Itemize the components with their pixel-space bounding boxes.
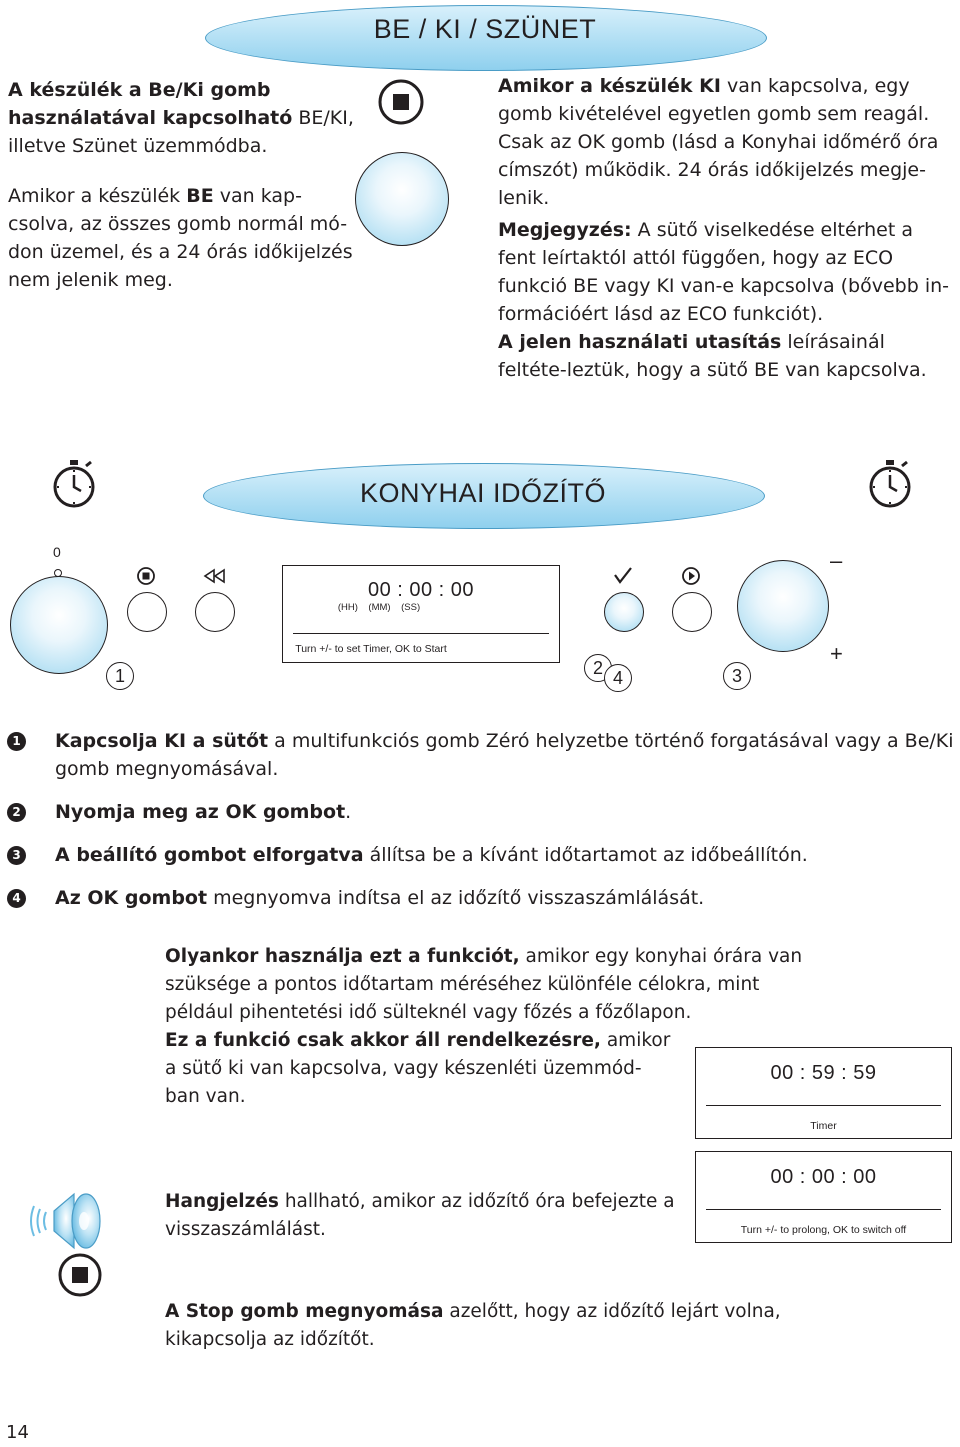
left-description xyxy=(8,76,358,294)
callout-1: 1 xyxy=(106,662,134,690)
plus-label: + xyxy=(830,641,843,666)
display-divider xyxy=(293,633,549,634)
ok-button[interactable] xyxy=(604,592,644,632)
play-icon xyxy=(681,566,701,586)
stop-button[interactable] xyxy=(127,592,167,632)
check-icon xyxy=(612,565,634,585)
on-off-button[interactable] xyxy=(355,152,449,246)
zero-label: 0 xyxy=(53,544,61,560)
display-label: Timer xyxy=(810,1120,837,1132)
callout-2: 2 xyxy=(584,654,612,682)
step-text: A beállító gombot elforgatva állítsa be a kívánt időtartamot az időbeállítón. xyxy=(55,844,808,866)
step-number: 4 xyxy=(7,889,26,908)
display-time: 00 : 00 : 00 xyxy=(367,579,475,601)
callout-3: 3 xyxy=(723,662,751,690)
timer-display xyxy=(695,1047,952,1139)
minus-label: – xyxy=(830,548,843,573)
callout-4: 4 xyxy=(604,664,632,692)
display-divider xyxy=(706,1209,941,1210)
display-hint: Turn +/- to set Timer, OK to Start xyxy=(295,643,447,655)
paragraph: Amikor a készülék BE van kap-csolva, az összes gomb normál mó-don üzemel, és a 24 órás időkijelzés nem jelenik meg. xyxy=(8,185,353,291)
right-description xyxy=(498,72,956,384)
oven-display xyxy=(282,565,560,663)
step-text: Nyomja meg az OK gombot. xyxy=(55,801,352,823)
step-text: Az OK gombot megnyomva indítsa el az időzítő visszaszámlálását. xyxy=(55,887,705,909)
info-paragraph: Ez a funkció csak akkor áll rendelkezésre, amikor a sütő ki van kapcsolva, vagy készenléti üzemmód-ban van. xyxy=(165,1030,671,1107)
section-title: BE / KI / SZÜNET xyxy=(373,14,597,44)
step-number: 1 xyxy=(7,732,26,751)
step-number: 3 xyxy=(7,846,26,865)
beep-paragraph: Hangjelzés hallható, amikor az időzítő óra befejezte a visszaszámlálást. xyxy=(165,1191,675,1240)
paragraph: A jelen használati utasítás leírásainál feltéte-leztük, hogy a sütő BE van kapcsolva. xyxy=(498,331,927,381)
page-number: 14 xyxy=(6,1422,29,1443)
stopwatch-icon xyxy=(50,458,98,510)
display-time: 00 : 00 : 00 xyxy=(770,1166,877,1188)
paragraph: Amikor a készülék KI van kapcsolva, egy gomb kivételével egyetlen gomb sem reagál. Csak az OK gomb (lásd a Konyhai időmérő óra címszót) működik. 24 órás időkijelzés megje-lenik. xyxy=(498,75,939,209)
display-divider xyxy=(706,1105,941,1106)
paragraph: Megjegyzés: A sütő viselkedése eltérhet a fent leírtaktól attól függően, hogy az ECO funkció BE vagy KI van-e kapcsolva (bővebb in-formációért lásd az ECO funkciót). xyxy=(498,219,950,325)
speaker-icon xyxy=(24,1186,104,1256)
rewind-icon xyxy=(202,567,228,585)
display-time: 00 : 59 : 59 xyxy=(770,1062,877,1084)
timer-end-display xyxy=(695,1151,952,1243)
display-label: Turn +/- to prolong, OK to switch off xyxy=(740,1224,907,1236)
info-paragraph: Olyankor használja ezt a funkciót, amikor egy konyhai órára van szüksége a pontos időtartam méréséhez különféle célokra, mint például pihentetési idő sülteknél vagy főzés a főzőlapon. xyxy=(165,946,803,1023)
section-title: KONYHAI IDŐZÍTŐ xyxy=(359,478,607,508)
step-text: Kapcsolja KI a sütőt a multifunkciós gomb Zéró helyzetbe történő forgatásával vagy a Be/Ki gomb megnyomásával. xyxy=(55,730,954,780)
start-button[interactable] xyxy=(672,592,712,632)
stop-icon xyxy=(136,566,156,586)
stop-icon xyxy=(57,1252,103,1298)
paragraph: A készülék a Be/Ki gomb használatával kapcsolható BE/KI, illetve Szünet üzemmódba. xyxy=(8,79,354,157)
stop-icon xyxy=(377,78,425,126)
display-units: (HH) (MM) (SS) xyxy=(337,602,421,613)
stopwatch-icon xyxy=(866,458,914,510)
stop-paragraph: A Stop gomb megnyomása azelőtt, hogy az időzítő lejárt volna, kikapcsolja az időzítőt. xyxy=(165,1301,781,1350)
adjust-knob[interactable] xyxy=(737,560,829,652)
step-number: 2 xyxy=(7,803,26,822)
multifunction-knob[interactable] xyxy=(10,576,108,674)
